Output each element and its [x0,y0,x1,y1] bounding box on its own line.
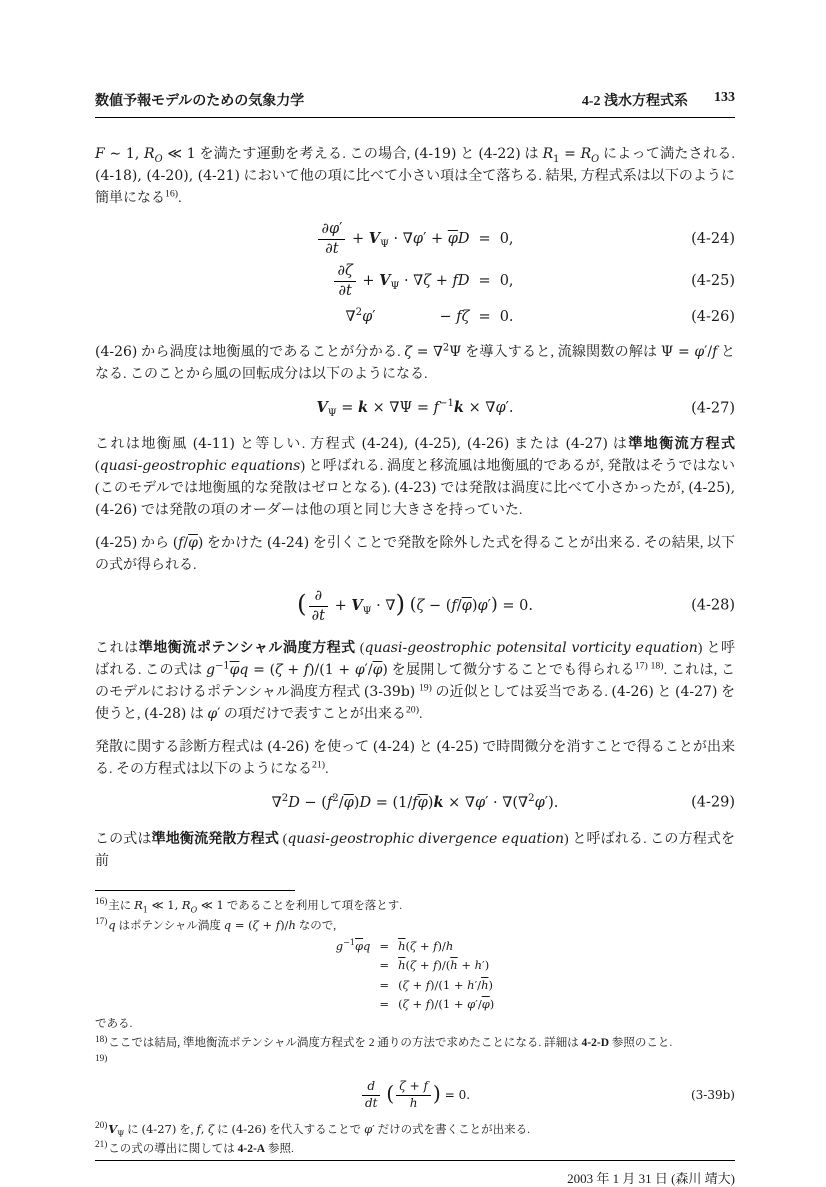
footnote-17-marker: 17) [95,916,108,927]
equation-tag-4-26: (4-26) [691,308,735,325]
equation-tag-4-28: (4-28) [691,597,735,614]
footnotes-section [95,886,735,1160]
equation-tag-4-29: (4-29) [691,795,735,811]
equation-3-39b-body: $\frac{d}{dt}$ ( $\frac{\zeta + f}{h}$ ) = 0. [360,1088,470,1102]
equation-3-39b [95,1080,735,1111]
footnote-20-text: $V_\Psi$ に (4-27) を, f, ζ に (4-26) を代入することで φ′ だけの式を書くことが出来る. [108,1121,530,1138]
footnote-17 [95,917,735,1034]
footnote-18 [95,1035,735,1052]
paragraph-divergence-elimination: (4-25) から $(f/\overline{\varphi})$ をかけた (4-24) を引くことで発散を除外した式を得ることが出来る. その結果, 以下の式が得られる. [95,534,736,573]
derivation-row-2-relation: = [379,958,390,973]
page-header [95,90,735,118]
section-title: 4-2 浅水方程式系 [581,94,688,109]
derivation-row-3-relation: = [379,977,390,992]
footnote-16 [95,897,735,915]
page-footer [95,1160,735,1187]
footnote-21-marker: 21) [95,1138,108,1149]
equation-4-24-rhs: 0, [499,230,514,247]
derivation-row-4-rhs: $(\zeta + f)/(1 + \varphi'/\overline{\varphi})$ [398,996,495,1011]
paragraph-divergence-equation: この式は準地衡流発散方程式 (quasi-geostrophic divergence equation) と呼ばれる. この方程式を前 [95,830,735,869]
equation-group-4-24-to-4-26 [95,221,735,328]
footnote-21-text: この式の導出に関しては 4-2-A 参照. [108,1142,294,1155]
derivation-row-1-lhs: $g^{-1}\overline{\varphi}q$ [335,938,371,954]
footer-date: 2003 年 1 月 31 日 (森川 靖大) [567,1171,735,1187]
derivation-row-4-relation: = [379,996,390,1011]
footer-divider [95,1160,735,1161]
paragraph-diagnostic: 発散に関する診断方程式は (4-26) を使って (4-24) と (4-25) で時間微分を消すことで得ることが出来る. その方程式は以下のようになる$^{21)}$. [95,739,736,778]
footnote-16-text: 主に $R_1$ ≪ 1, $R_O$ ≪ 1 であることを利用して項を落とす. [108,897,403,914]
footnote-17-closing: である. [95,1018,133,1031]
equation-4-25-rhs: 0, [499,273,514,290]
page-number: 133 [714,90,735,105]
paragraph-vorticity: (4-26) から渦度は地衡風的であることが分かる. ζ = ∇$^2$Ψ を導入すると, 流線関数の解は Ψ = φ′/f となる. このことから風の回転成分は以下のようになる. [95,342,736,383]
derivation-row-1-rhs: $\overline{h}(\zeta + f)/h$ [398,939,454,954]
equation-4-25-relation: = [478,273,491,290]
equation-4-29-body: $\nabla^2D - (f^2/\overline{\varphi})D = (1/f\overline{\varphi})k \times \nabla\varphi' \cdot \nabla(\nabla^2\varphi')$. [271,793,559,811]
footnote-20-marker: 20) [95,1119,108,1130]
equation-4-26-relation: = [478,308,491,325]
paragraph-potential-vorticity: これは準地衡流ポテンシャル渦度方程式 (quasi-geostrophic potensital vorticity equation) と呼ばれる. この式は $g^{-1}\overline{\varphi}q = (\zeta + f)/(1 + \varphi'/\overline{\varphi})$ を展開して微分することでも得られる$^{17) 18)}$. これは, このモデルにおけるポテンシャル渦度方程式 (3-39b) $^{19)}$ の近似としては妥当である. (4-26) と (4-27) を使うと, (4-28) は φ′ の項だけで表すことが出来る$^{20)}$. [95,640,736,723]
equation-4-24-relation: = [478,230,491,247]
equation-tag-4-25: (4-25) [691,273,735,290]
paragraph-intro: F ∼ 1, $R_O$ ≪ 1 を満たす運動を考える. この場合, (4-19) と (4-22) は $R_1 = R_O$ によって満たされる. (4-18), (4-20), (4-21) において他の項に比べて小さい項は全て落ちる. 結果, 方程式系は以下のように簡単になる$^{16)}$. [95,146,736,206]
equation-4-26-rhs: 0. [499,308,514,325]
footnote-21 [95,1138,735,1158]
book-title: 数値予報モデルのための気象力学 [95,94,305,109]
derivation-row-2-rhs: $\overline{h}(\zeta + f)/(\overline{h} + h')$ [398,958,490,973]
footnote-17-derivation [95,938,735,1013]
footnote-20 [95,1121,735,1139]
page-body [95,144,735,884]
equation-4-29 [95,792,735,815]
equation-tag-4-24: (4-24) [691,230,735,247]
equation-4-28 [95,588,735,624]
paragraph-quasi-geostrophic: これは地衡風 (4-11) と等しい. 方程式 (4-24), (4-25), (4-26) または (4-27) は準地衡流方程式 (quasi-geostrophic equations) と呼ばれる. 渦度と移流風は地衡風的であるが, 発散はそうではない (このモデルでは地衡風的な発散はゼロとなる). (4-23) では発散は渦度に比べて小さかったが, (4-25), (4-26) では発散の項のオーダーは他の項と同じ大きさを持っていた. [95,436,736,518]
equation-4-26-lhs: ∇$^2$φ′ − fζ [345,306,470,325]
equation-4-24-lhs: $\frac{\partial\varphi'}{\partial t}$ + $V_\Psi \cdot \nabla\varphi' + \overline{\varphi}D$ [316,221,469,257]
footnote-17-text: q はポテンシャル渦度 q = (ζ + f)/h なので, [108,917,337,932]
derivation-row-1-relation: = [379,939,390,954]
equation-tag-4-27: (4-27) [691,400,735,417]
derivation-row-3-rhs: $(\zeta + f)/(1 + h'/\overline{h})$ [398,977,493,992]
footnote-18-text: ここでは結局, 準地衡流ポテンシャル渦度方程式を 2 通りの方法で求めたことになる. 詳細は 4-2-D 参照のこと. [108,1037,673,1050]
footnote-19 [95,1052,735,1111]
equation-4-27 [95,397,735,420]
footnote-19-marker: 19) [95,1052,108,1063]
equation-4-25-lhs: $\frac{\partial\zeta}{\partial t}$ + $V_\Psi \cdot \nabla\zeta$ + fD [332,263,469,299]
equation-4-27-body: $V_\Psi = k \times \nabla\Psi = f^{-1}k \times \nabla\varphi'$. [316,398,514,420]
equation-4-28-body: ( $\frac{\partial}{\partial t}$ + $V_\Psi$ · ∇) $(\zeta - (f/\overline{\varphi})\varphi') = 0$. [297,587,533,624]
footnote-16-marker: 16) [95,895,108,906]
header-right [582,90,735,110]
equation-tag-3-39b: (3-39b) [690,1088,735,1103]
footnote-divider [95,890,295,891]
footnote-18-marker: 18) [95,1033,108,1044]
